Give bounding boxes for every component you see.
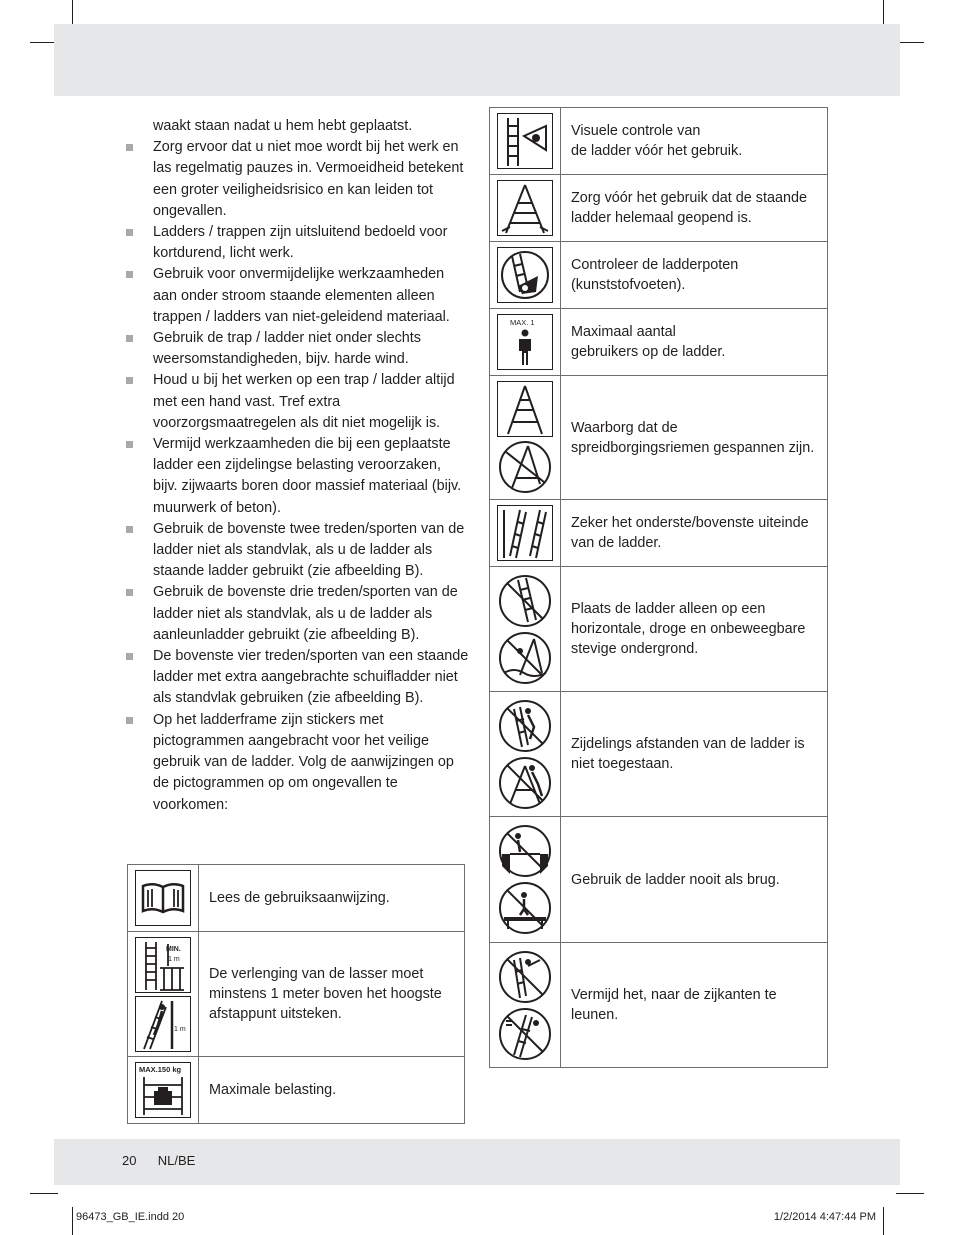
max-users-icon — [497, 314, 553, 370]
pictogram-cell — [490, 175, 561, 242]
pictogram-description: Lees de gebruiksaanwijzing. — [199, 865, 465, 932]
table-row — [128, 865, 465, 932]
pictogram-description: Zorg vóór het gebruik dat de staande ladder helemaal geopend is. — [561, 175, 828, 242]
crop-mark — [883, 1207, 884, 1235]
pictogram-description: Waarborg dat de spreidborgingsriemen gespannen zijn. — [561, 376, 828, 500]
svg-text:MIN.: MIN. — [166, 945, 181, 953]
table-row — [490, 376, 828, 500]
page-number: 20 — [122, 1153, 137, 1168]
slug-datetime: 1/2/2014 4:47:44 PM — [773, 1211, 876, 1223]
pictogram-cell — [128, 932, 199, 1057]
extension-1m-icon — [135, 937, 191, 993]
pictogram-description: Maximale belasting. — [199, 1057, 465, 1124]
pictogram-description: Controleer de ladderpoten (kunststofvoeten). — [561, 242, 828, 309]
no-side-step-icon — [498, 756, 552, 810]
slug-file: 96473_GB_IE.indd 20 — [76, 1211, 185, 1223]
pictogram-description: Zijdelings afstanden van de ladder is niet toegestaan. — [561, 692, 828, 817]
pictogram-description: Zeker het onderste/bovenste uiteinde van de ladder. — [561, 500, 828, 567]
bullet-square-icon — [126, 526, 133, 533]
bullet-square-icon — [126, 377, 133, 384]
table-row — [128, 932, 465, 1057]
pictogram-cell — [490, 692, 561, 817]
extension-lean-1m-icon — [135, 996, 191, 1052]
ladder-open-spreader-icon — [497, 381, 553, 437]
pictogram-description: Gebruik de ladder nooit als brug. — [561, 817, 828, 943]
no-bridge-icon — [498, 824, 552, 878]
spreader-straps-icon — [498, 440, 552, 494]
page-locale: NL/BE — [157, 1153, 196, 1168]
bullet-square-icon — [126, 335, 133, 342]
pictogram-description: Visuele controle van de ladder vóór het gebruik. — [561, 108, 828, 175]
page-footer — [122, 1153, 195, 1168]
table-row — [490, 692, 828, 817]
bullet-square-icon — [126, 589, 133, 596]
crop-mark — [72, 1207, 73, 1235]
no-bridge-icon — [498, 881, 552, 935]
intro-continuation: waakt staan nadat u hem hebt geplaatst. — [153, 118, 413, 134]
prohibited-ladder-icon — [498, 574, 552, 628]
list-item: Ladders / trappen zijn uitsluitend bedoeld voor kortdurend, licht werk. — [124, 222, 469, 264]
pictogram-cell — [490, 108, 561, 175]
pictogram-cell — [128, 865, 199, 932]
fully-open-icon — [497, 180, 553, 236]
list-item: Houd u bij het werken op een trap / ladder altijd met een hand vast. Tref extra voorzorgsmaatregelen als dit niet mogelijk is. — [124, 370, 469, 434]
pictogram-table-left — [127, 864, 465, 1124]
pictogram-description: Vermijd het, naar de zijkanten te leunen. — [561, 943, 828, 1068]
stable-ground-icon — [498, 631, 552, 685]
table-row — [490, 309, 828, 376]
table-row — [490, 175, 828, 242]
max-load-icon — [135, 1062, 191, 1118]
secure-ends-icon — [497, 505, 553, 561]
list-item: Zorg ervoor dat u niet moe wordt bij het werk en las regelmatig pauzes in. Vermoeidheid betekent een groter veiligheidsrisico en kan leiden tot ongevallen. — [124, 137, 469, 222]
crop-mark — [30, 1193, 58, 1194]
pictogram-table-right — [489, 107, 828, 1068]
no-lean-icon — [498, 1007, 552, 1061]
bullet-list — [124, 137, 469, 816]
pictogram-cell — [490, 242, 561, 309]
pictogram-description: Plaats de ladder alleen op een horizontale, droge en onbeweegbare stevige ondergrond. — [561, 567, 828, 692]
table-row — [490, 567, 828, 692]
table-row — [490, 108, 828, 175]
table-row — [490, 943, 828, 1068]
list-item: Gebruik de bovenste drie treden/sporten van de ladder niet als standvlak, als u de ladder als aanleunladder gebruikt (zie afbeelding B). — [124, 582, 469, 646]
svg-text:MAX.150 kg: MAX.150 kg — [139, 1065, 182, 1074]
header-band — [54, 24, 900, 96]
bullet-square-icon — [126, 144, 133, 151]
bullet-square-icon — [126, 441, 133, 448]
ladder-feet-icon — [497, 247, 553, 303]
pictogram-cell — [490, 567, 561, 692]
bullet-square-icon — [126, 653, 133, 660]
pictogram-cell — [490, 500, 561, 567]
pictogram-cell — [128, 1057, 199, 1124]
table-row — [128, 1057, 465, 1124]
list-item: De bovenste vier treden/sporten van een staande ladder met extra aangebrachte schuifladder niet als standvlak gebruiken (zie afbeelding B). — [124, 646, 469, 710]
bullet-square-icon — [126, 229, 133, 236]
pictogram-cell — [490, 943, 561, 1068]
bullet-square-icon — [126, 717, 133, 724]
crop-mark — [896, 42, 924, 43]
pictogram-cell — [490, 309, 561, 376]
safety-text-column — [124, 116, 469, 816]
pictogram-description: Maximaal aantal gebruikers op de ladder. — [561, 309, 828, 376]
no-side-step-icon — [498, 699, 552, 753]
pictogram-cell — [490, 817, 561, 943]
list-item: Gebruik de trap / ladder niet onder slechts weersomstandigheden, bijv. harde wind. — [124, 328, 469, 370]
crop-mark — [896, 1193, 924, 1194]
book-icon — [135, 870, 191, 926]
bullet-square-icon — [126, 271, 133, 278]
table-row — [490, 242, 828, 309]
visual-check-icon — [497, 113, 553, 169]
svg-text:MAX. 1: MAX. 1 — [510, 318, 535, 327]
svg-text:1 m: 1 m — [174, 1025, 186, 1033]
table-row — [490, 817, 828, 943]
list-item: Gebruik de bovenste twee treden/sporten van de ladder niet als standvlak, als u de ladder als staande ladder gebruikt (zie afbeelding B). — [124, 519, 469, 583]
list-item: Gebruik voor onvermijdelijke werkzaamheden aan onder stroom staande elementen alleen trappen / ladders van niet-geleidend materiaal. — [124, 264, 469, 328]
svg-text:1 m: 1 m — [168, 955, 180, 963]
pictogram-cell — [490, 376, 561, 500]
table-row — [490, 500, 828, 567]
no-lean-icon — [498, 950, 552, 1004]
pictogram-description: De verlenging van de lasser moet minstens 1 meter boven het hoogste afstappunt uitsteken. — [199, 932, 465, 1057]
list-item: Op het ladderframe zijn stickers met pictogrammen aangebracht voor het veilige gebruik van de ladder. Volg de aanwijzingen op de pictogrammen op om ongevallen te voorkomen: — [124, 710, 469, 816]
list-item: Vermijd werkzaamheden die bij een geplaatste ladder een zijdelingse belasting veroorzaken, bijv. zijwaarts boren door massief materiaal (bijv. muurwerk of beton). — [124, 434, 469, 519]
